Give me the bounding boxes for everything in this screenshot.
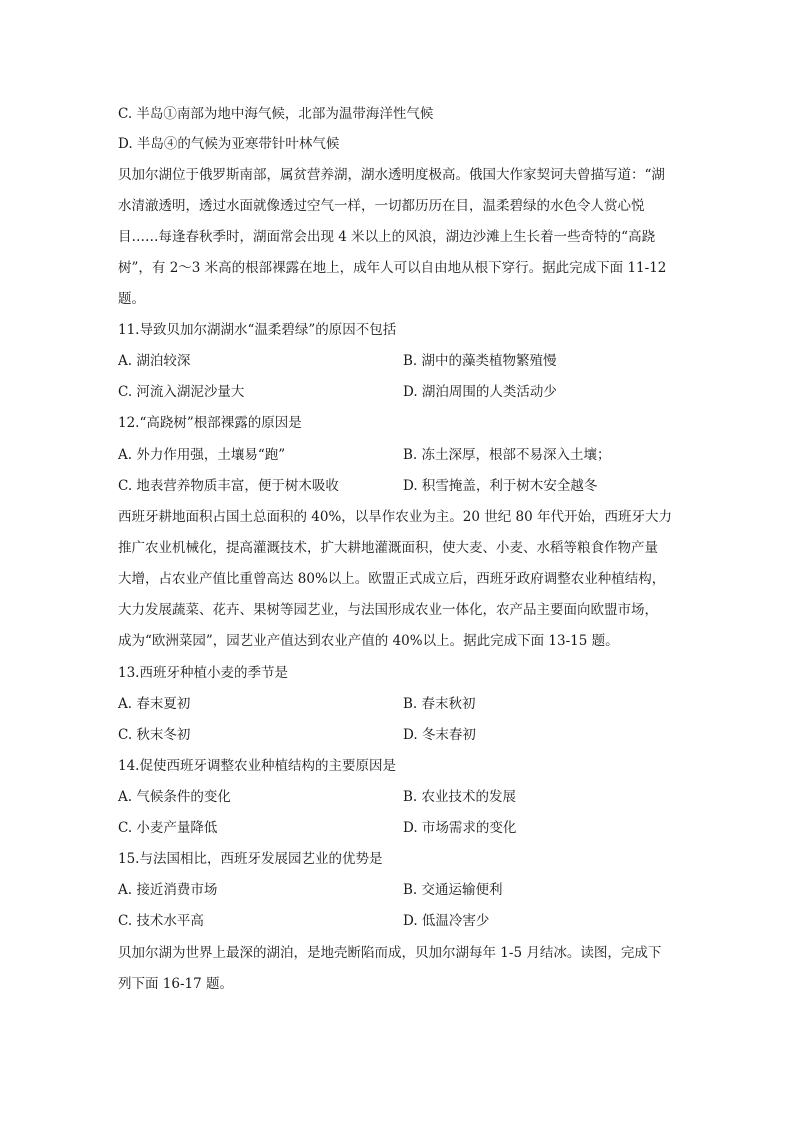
option-b: B. 冻土深厚，根部不易深入土壤； bbox=[403, 447, 611, 463]
option-d: D. 低温冷害少 bbox=[403, 913, 490, 929]
option-a: A. 春末夏初 bbox=[118, 696, 191, 712]
passage-line: 大增，占农业产值比重曾高达 80%以上。欧盟正式成立后，西班牙政府调整农业种植结构， bbox=[118, 571, 666, 587]
option-c: C. 地表营养物质丰富，便于树木吸收 bbox=[118, 478, 339, 494]
option-c: C. 技术水平高 bbox=[118, 913, 204, 929]
option-b: B. 湖中的藻类植物繁殖慢 bbox=[403, 353, 557, 369]
option-d: D. 冬末春初 bbox=[403, 727, 476, 743]
option-a: A. 接近消费市场 bbox=[118, 882, 218, 898]
question-stem: 14.促使西班牙调整农业种植结构的主要原因是 bbox=[118, 758, 396, 774]
passage-line: 西班牙耕地面积占国土总面积的 40%，以旱作农业为主。20 世纪 80 年代开始，西班牙大力 bbox=[118, 509, 673, 525]
question-stem: 13.西班牙种植小麦的季节是 bbox=[118, 665, 288, 681]
question-stem: 11.导致贝加尔湖湖水“温柔碧绿”的原因不包括 bbox=[118, 322, 397, 338]
prev-option-c: C. 半岛①南部为地中海气候，北部为温带海洋性气候 bbox=[118, 106, 434, 122]
option-a: A. 气候条件的变化 bbox=[118, 789, 231, 805]
passage-line: 大力发展蔬菜、花卉、果树等园艺业，与法国形成农业一体化，农产品主要面向欧盟市场， bbox=[118, 602, 658, 618]
option-c: C. 河流入湖泥沙量大 bbox=[118, 384, 245, 400]
option-d: D. 湖泊周围的人类活动少 bbox=[403, 384, 557, 400]
option-b: B. 交通运输便利 bbox=[403, 882, 503, 898]
passage-line: 目……每逢春秋季时，湖面常会出现 4 米以上的风浪，湖边沙滩上生长着一些奇特的“高跷 bbox=[118, 229, 656, 245]
passage-line: 题。 bbox=[118, 291, 145, 307]
option-a: A. 外力作用强，土壤易“跑” bbox=[118, 447, 286, 463]
option-d: D. 积雪掩盖，利于树木安全越冬 bbox=[403, 478, 598, 494]
passage-line: 成为“欧洲菜园”，园艺业产值达到农业产值的 40%以上。据此完成下面 13-15 题。 bbox=[118, 633, 619, 649]
question-stem: 15.与法国相比，西班牙发展园艺业的优势是 bbox=[118, 851, 383, 867]
passage-line: 贝加尔湖为世界上最深的湖泊，是地壳断陷而成，贝加尔湖每年 1-5 月结冰。读图，完成下 bbox=[118, 945, 662, 961]
option-a: A. 湖泊较深 bbox=[118, 353, 191, 369]
option-c: C. 秋末冬初 bbox=[118, 727, 191, 743]
passage-line: 水清澈透明，透过水面就像透过空气一样，一切都历历在目，温柔碧绿的水色令人赏心悦 bbox=[118, 198, 645, 214]
option-c: C. 小麦产量降低 bbox=[118, 820, 218, 836]
passage-line: 推广农业机械化，提高灌溉技术，扩大耕地灌溉面积，使大麦、小麦、水稻等粮食作物产量 bbox=[118, 540, 658, 556]
passage-line: 贝加尔湖位于俄罗斯南部，属贫营养湖，湖水透明度极高。俄国大作家契诃夫曾描写道：“湖 bbox=[118, 167, 665, 183]
passage-line: 树”，有 2～3 米高的根部裸露在地上，成年人可以自由地从根下穿行。据此完成下面 11-12 bbox=[118, 260, 667, 276]
passage-line: 列下面 16-17 题。 bbox=[118, 976, 234, 992]
question-stem: 12.“高跷树”根部裸露的原因是 bbox=[118, 415, 302, 431]
option-d: D. 市场需求的变化 bbox=[403, 820, 517, 836]
option-b: B. 春末秋初 bbox=[403, 696, 476, 712]
prev-option-d: D. 半岛④的气候为亚寒带针叶林气候 bbox=[118, 136, 340, 152]
option-b: B. 农业技术的发展 bbox=[403, 789, 517, 805]
